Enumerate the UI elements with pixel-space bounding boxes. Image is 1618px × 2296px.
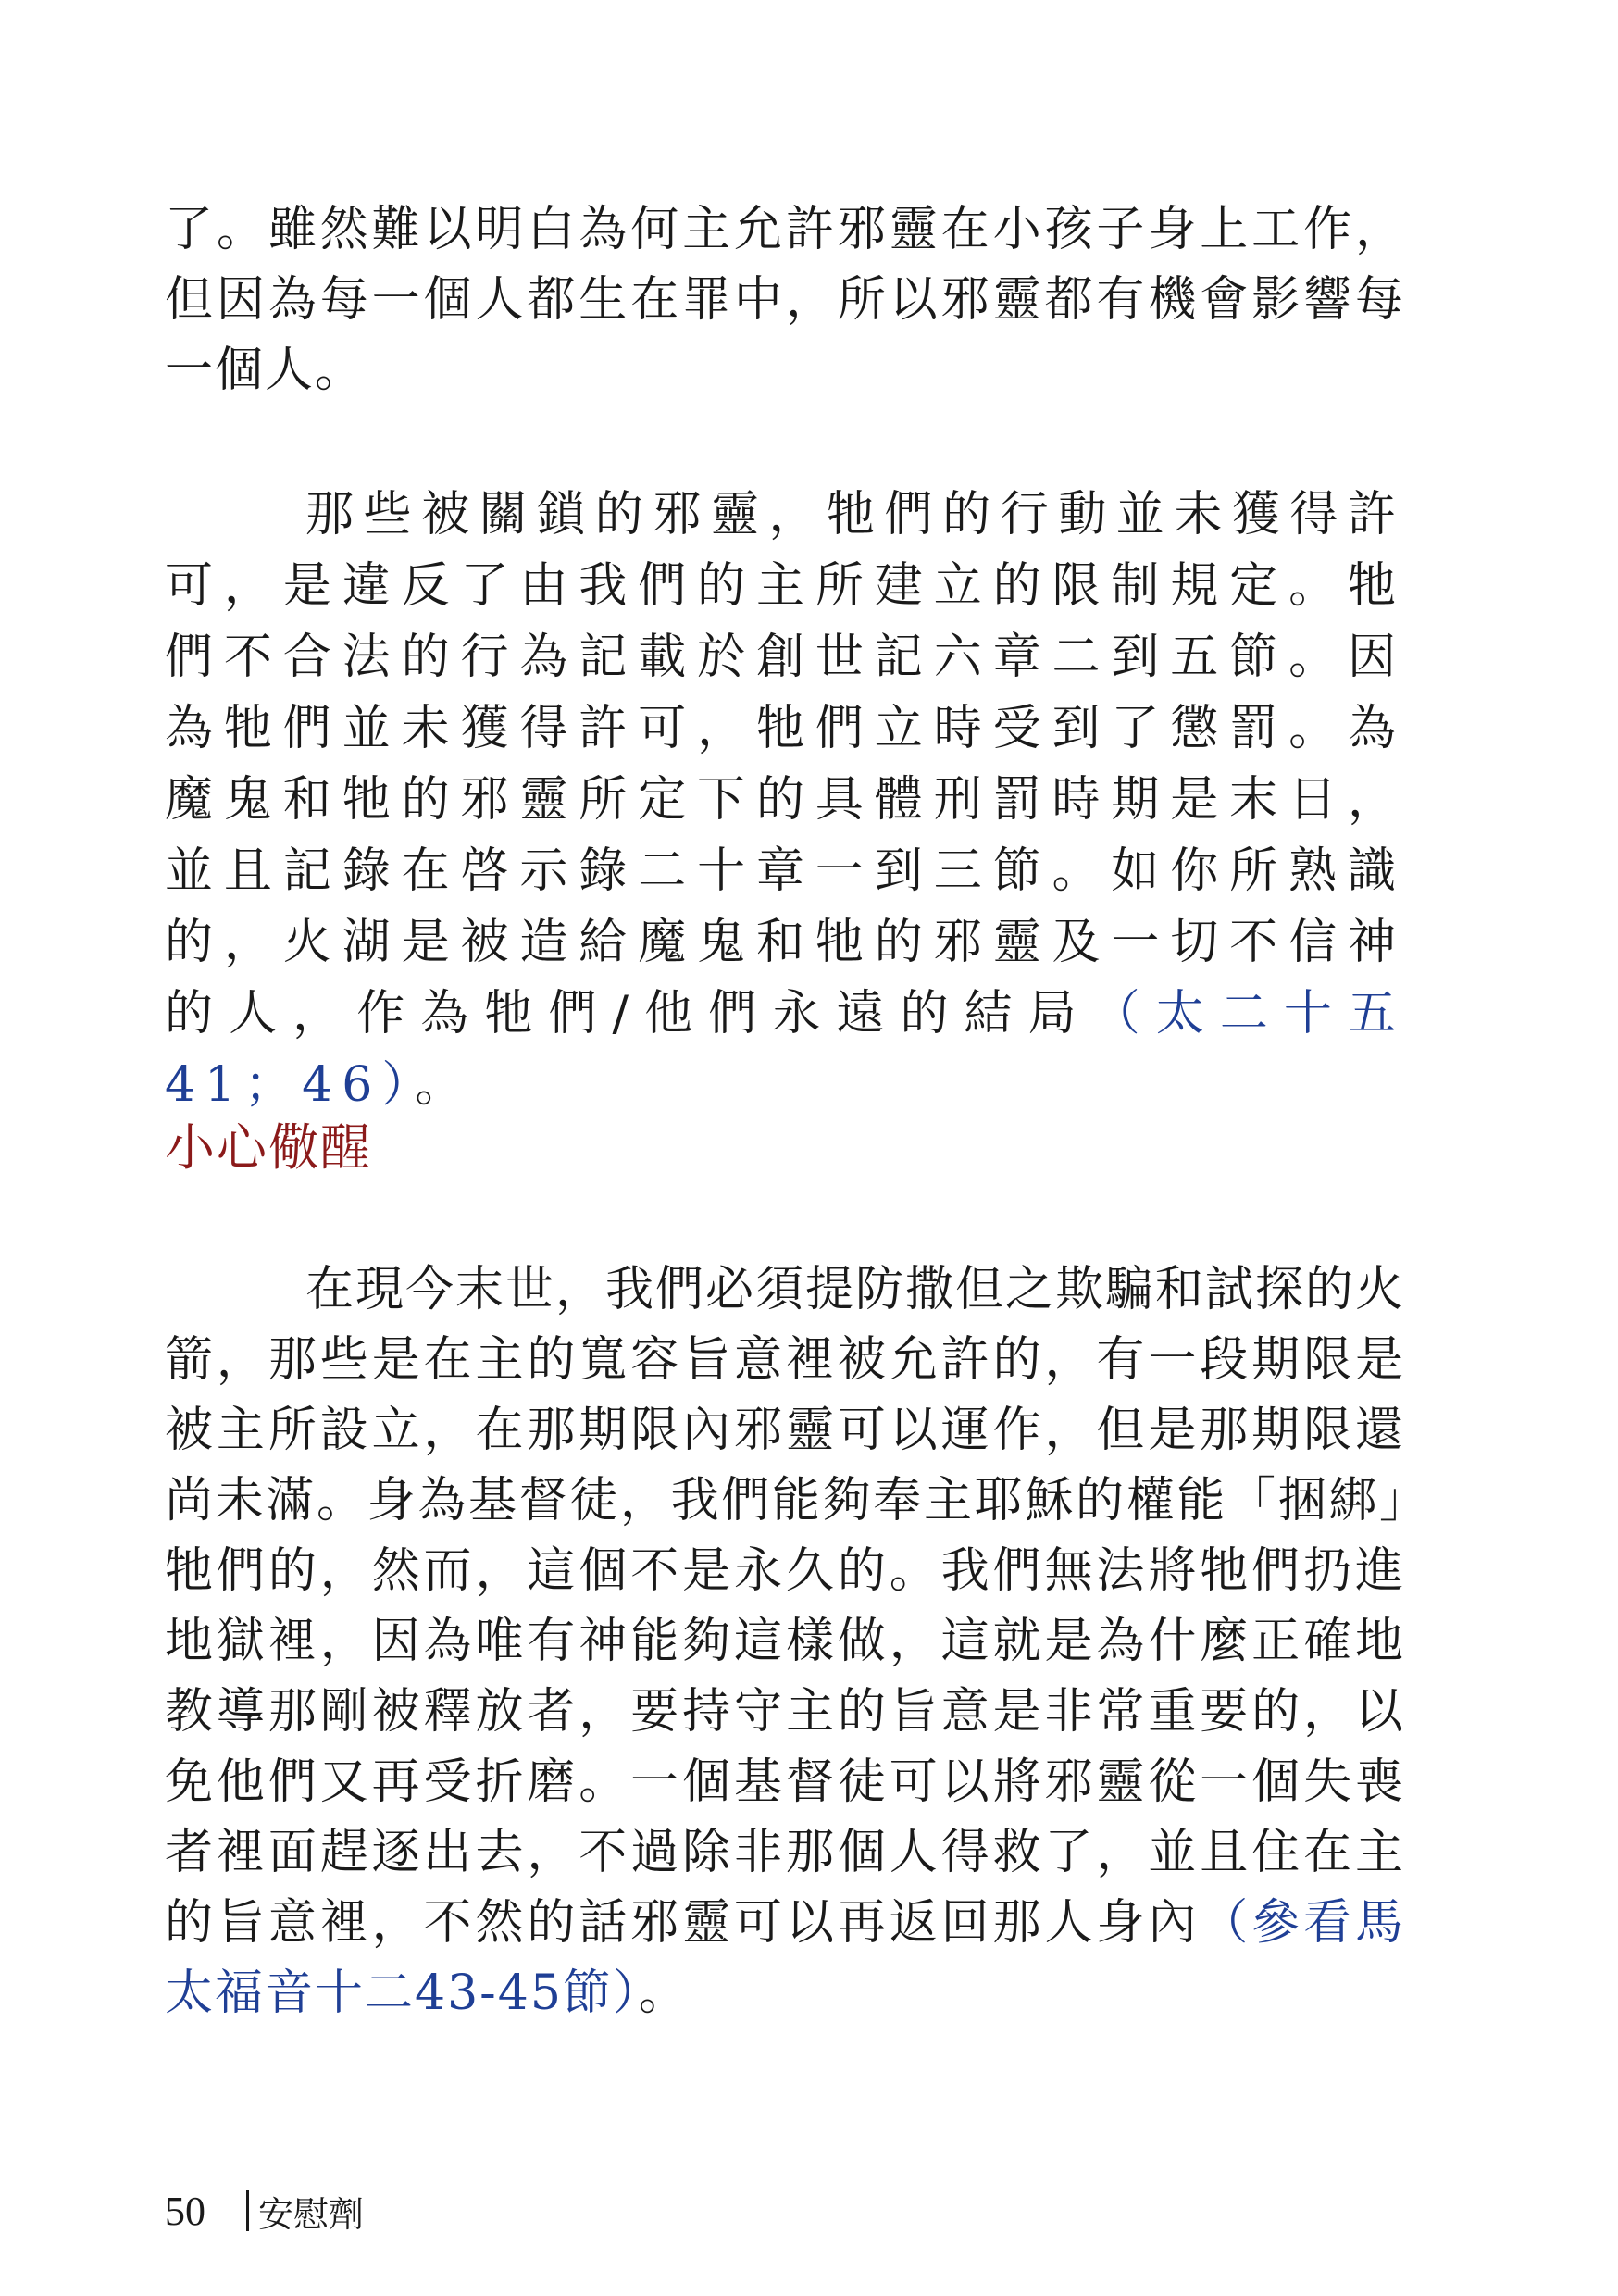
paragraph-2-end: 。 [415,1057,473,1113]
book-title: 安慰劑 [258,2193,365,2235]
paragraph-3-end: 。 [638,1965,689,2021]
paragraph-1 [165,194,1405,406]
page-number: 50 [165,2188,205,2234]
paragraph-3 [165,1254,1405,2028]
scripture-reference: （太二十五41；46） [165,986,1405,1113]
section-heading: 小心儆醒 [165,1118,372,1177]
paragraph-2-text: 那些被關鎖的邪靈，牠們的行動並未獲得許可，是違反了由我們的主所建立的限制規定。牠們不合法的行為記載於創世記六章二到五節。因為牠們並未獲得許可，牠們立時受到了懲罰。為魔鬼和牠的邪靈所定下的具體刑罰時期是末日，並且記錄在啓示錄二十章一到三節。如你所熟識的，火湖是被造給魔鬼和牠的邪靈及一切不信神的人，作為牠們/他們永遠的結局 [165,487,1405,1042]
paragraph-3-text: 在現今末世，我們必須提防撒但之欺騙和試探的火箭，那些是在主的寬容旨意裡被允許的，有一段期限是被主所設立，在那期限內邪靈可以運作，但是那期限還尚未滿。身為基督徒，我們能夠奉主耶穌的權能「捆綁」牠們的，然而，這個不是永久的。我們無法將牠們扔進地獄裡，因為唯有神能夠這樣做，這就是為什麼正確地教導那剛被釋放者，要持守主的旨意是非常重要的，以免他們又再受折磨。一個基督徒可以將邪靈從一個失喪者裡面趕逐出去，不過除非那個人得救了，並且住在主的旨意裡，不然的話邪靈可以再返回那人身內 [165,1262,1406,1951]
paragraph-2 [165,480,1405,1121]
paragraph-1-text: 了。雖然難以明白為何主允許邪靈在小孩子身上工作，但因為每一個人都生在罪中，所以邪靈都有機會影響每一個人。 [165,202,1405,398]
scripture-reference: （參看馬太福音十二43-45節） [165,1895,1405,2021]
page-footer [165,2183,364,2239]
footer-divider [246,2190,249,2231]
